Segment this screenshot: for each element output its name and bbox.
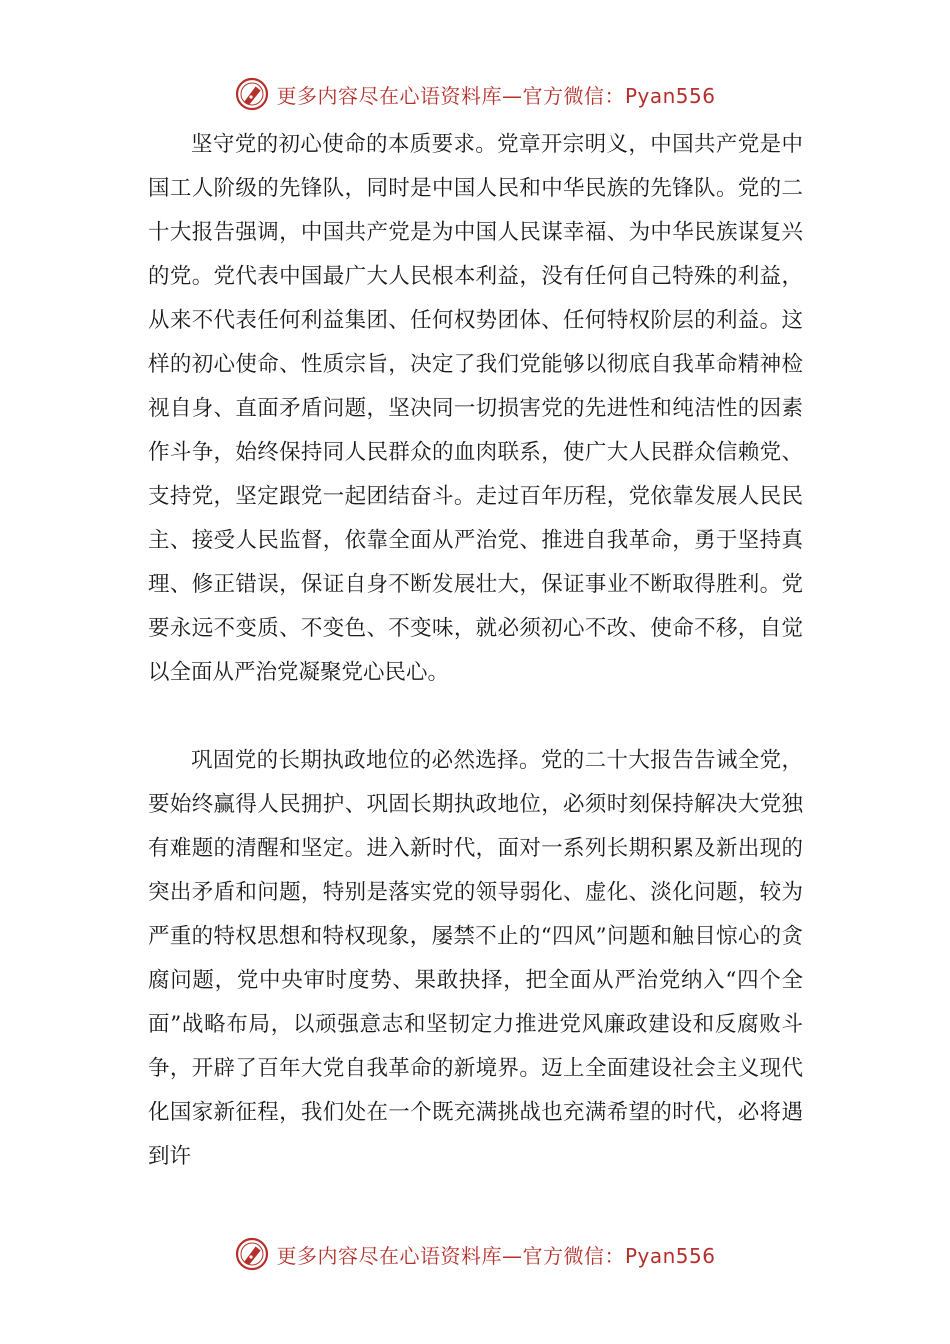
footer-banner bbox=[0, 1232, 950, 1276]
paragraph-2: 巩固党的长期执政地位的必然选择。党的二十大报告告诫全党，要始终赢得人民拥护、巩固长期执政地位，必须时刻保持解决大党独有难题的清醒和坚定。进入新时代，面对一系列长期积累及新出现的突出矛盾和问题，特别是落实党的领导弱化、虚化、淡化问题，较为严重的特权思想和特权现象，屡禁不止的“四风”问题和触目惊心的贪腐问题，党中央审时度势、果敢抉择，把全面从严治党纳入“四个全面”战略布局，以顽强意志和坚韧定力推进党风廉政建设和反腐败斗争，开辟了百年大党自我革命的新境界。迈上全面建设社会主义现代化国家新征程，我们处在一个既充满挑战也充满希望的时代，必将遇到许 bbox=[148, 748, 803, 1169]
paragraph-1: 坚守党的初心使命的本质要求。党章开宗明义，中国共产党是中国工人阶级的先锋队，同时是中国人民和中华民族的先锋队。党的二十大报告强调，中国共产党是为中国人民谋幸福、为中华民族谋复兴的党。党代表中国最广大人民根本利益，没有任何自己特殊的利益，从来不代表任何利益集团、任何权势团体、任何特权阶层的利益。这样的初心使命、性质宗旨，决定了我们党能够以彻底自我革命精神检视自身、直面矛盾问题，坚决同一切损害党的先进性和纯洁性的因素作斗争，始终保持同人民群众的血肉联系，使广大人民群众信赖党、支持党，坚定跟党一起团结奋斗。走过百年历程，党依靠发展人民民主、接受人民监督，依靠全面从严治党、推进自我革命，勇于坚持真理、修正错误，保证自身不断发展壮大，保证事业不断取得胜利。党要永远不变质、不变色、不变味，就必须初心不改、使命不移，自觉以全面从严治党凝聚党心民心。 bbox=[148, 132, 803, 685]
pen-nib-seal-icon bbox=[234, 76, 270, 112]
document-body bbox=[148, 123, 803, 1179]
banner-text: 更多内容尽在心语资料库—官方微信：Pyan556 bbox=[276, 83, 716, 108]
header-banner bbox=[0, 72, 950, 116]
pen-nib-seal-icon bbox=[234, 1236, 270, 1272]
banner-text: 更多内容尽在心语资料库—官方微信：Pyan556 bbox=[276, 1243, 716, 1268]
